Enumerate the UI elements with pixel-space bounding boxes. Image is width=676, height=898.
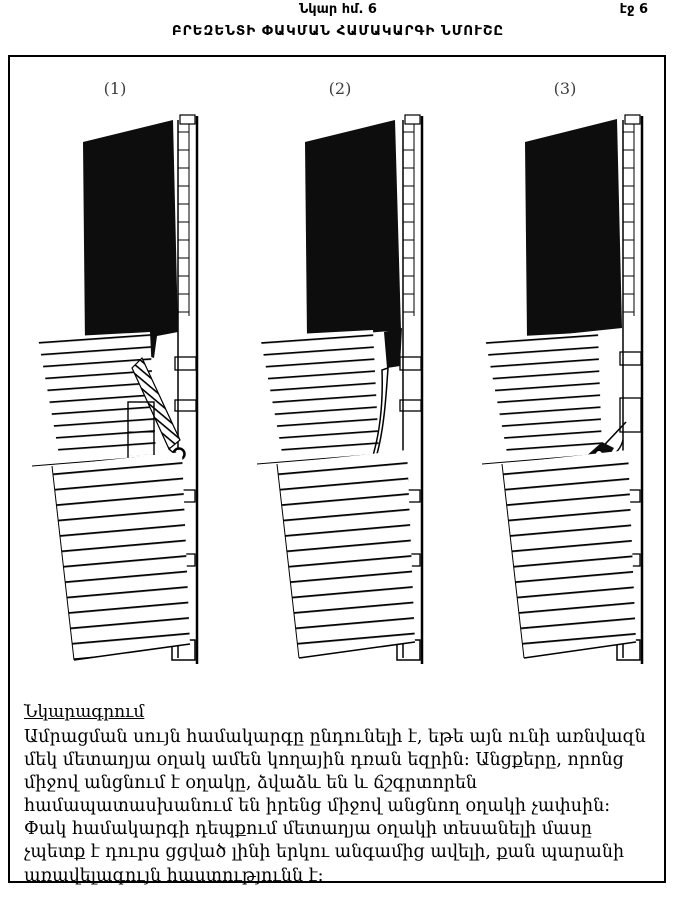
upper-pleat-stack xyxy=(38,332,156,460)
description-paragraph: Ամրացման սույն համակարգը ընդունելի է, եթե այն ունի առնվազն մեկ մետաղյա օղակ ամեն կողային դռան եզրին: Անցքերը, որոնց միջով անցնում է օղակը, ձվաձև են և ճշգրտորեն համապատասխանում են իրենց միջով անցնող օղակի չափսին: Փակ համակարգի դեպքում մետաղյա օղակի տեսանելի մասը չպետք է դուրս ցցված լինի երկու անգամից ավելի, քան պարանի առավելագույն հաստությունն է: xyxy=(24,727,646,886)
lower-pleat-panel xyxy=(277,450,415,658)
figure-panel-1 xyxy=(30,63,240,677)
page-title: ԲՐԵԶԵՆՏԻ ՓԱԿՄԱՆ ՀԱՄԱԿԱՐԳԻ ՆՄՈՒՇԸ xyxy=(171,23,505,39)
figure-panel-3 xyxy=(480,63,676,677)
tarpaulin-sheet xyxy=(305,120,401,338)
description-section xyxy=(24,702,656,888)
panel-2-label: (2) xyxy=(328,79,352,98)
lower-pleat-panel xyxy=(52,452,190,660)
diagram-3-tarpaulin-cross-section xyxy=(480,102,676,677)
lower-pleat-panel xyxy=(502,450,636,658)
tarpaulin-sheet xyxy=(83,120,178,358)
page-number: էջ 6 xyxy=(619,2,648,17)
upper-pleat-stack xyxy=(485,332,602,458)
figure-panel-2 xyxy=(255,63,465,677)
panel-1-label: (1) xyxy=(103,79,127,98)
diagram-2-tarpaulin-cross-section xyxy=(255,102,465,677)
description-heading: Նկարագրում xyxy=(24,702,145,722)
tarpaulin-sheet xyxy=(525,119,622,338)
diagram-1-tarpaulin-cross-section xyxy=(30,102,240,677)
upper-pleat-stack xyxy=(260,330,379,458)
panel-3-label: (3) xyxy=(553,79,577,98)
figure-number-label: Նկար հմ. 6 xyxy=(299,2,377,17)
figure-frame xyxy=(8,55,666,886)
